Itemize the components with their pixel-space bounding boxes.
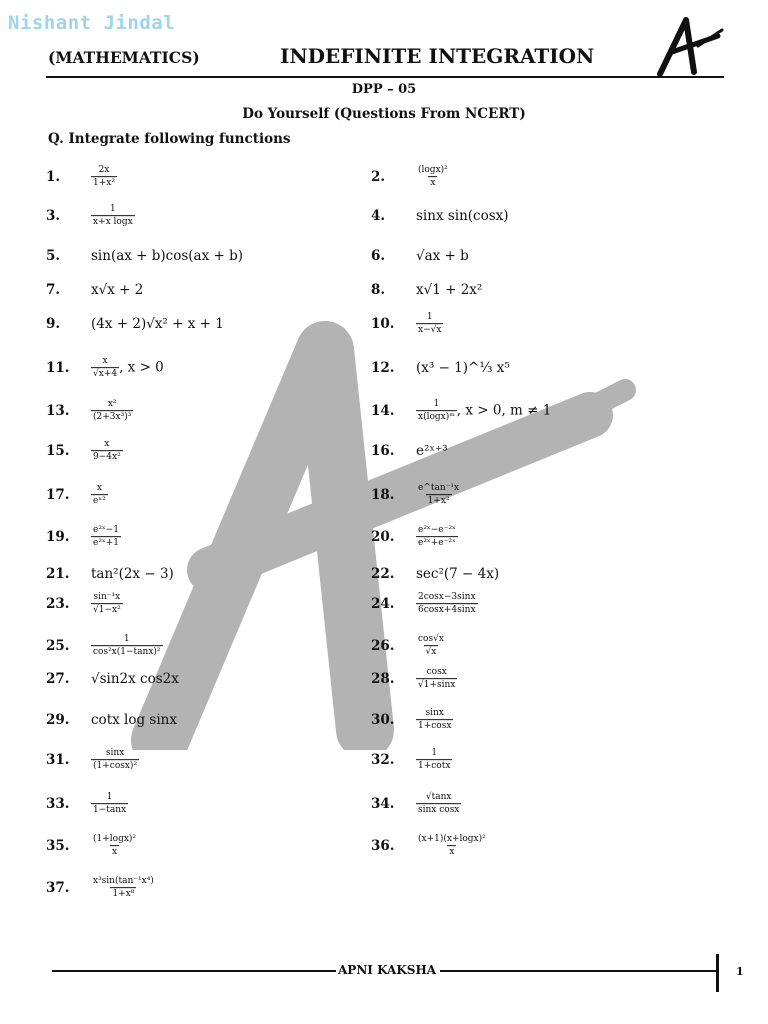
question-number: 3. xyxy=(46,208,61,224)
page-number: 1 xyxy=(736,965,744,978)
question-item xyxy=(46,525,121,549)
question-number: 24. xyxy=(371,596,395,612)
fraction xyxy=(416,399,457,423)
header-rule xyxy=(46,76,724,78)
question-expression: x√x + 2 xyxy=(91,282,144,298)
numerator: sin⁻¹x xyxy=(93,592,121,603)
question-number: 32. xyxy=(371,752,395,768)
question-expression xyxy=(91,792,128,816)
question-expression: sin(ax + b)cos(ax + b) xyxy=(91,248,244,264)
denominator: x(logx)ᵐ xyxy=(418,412,455,423)
question-expression xyxy=(416,312,443,336)
question-number: 5. xyxy=(46,248,61,264)
question-item xyxy=(46,316,224,332)
question-expression xyxy=(416,634,446,658)
question-expression xyxy=(91,634,163,658)
question-item xyxy=(46,834,138,858)
question-item xyxy=(371,165,450,189)
question-item xyxy=(46,282,143,298)
denominator: eˣ² xyxy=(93,496,106,507)
denominator: 1+x² xyxy=(93,178,115,189)
question-item xyxy=(46,671,179,687)
fraction xyxy=(416,483,461,507)
question-expression xyxy=(416,667,457,691)
question-number: 34. xyxy=(371,796,395,812)
fraction xyxy=(91,876,156,900)
question-item xyxy=(46,876,156,900)
question-item xyxy=(46,439,123,463)
question-expression xyxy=(91,525,121,549)
question-item xyxy=(371,834,488,858)
question-item xyxy=(371,566,499,582)
question-number: 27. xyxy=(46,671,70,687)
question-number: 18. xyxy=(371,487,395,503)
question-number: 37. xyxy=(46,880,70,896)
question-item xyxy=(46,165,117,189)
question-number: 36. xyxy=(371,838,395,854)
fraction xyxy=(91,525,121,549)
question-expression: √ax + b xyxy=(416,248,469,264)
question-expression: √sin2x cos2x xyxy=(91,671,179,687)
question-item xyxy=(46,566,174,582)
fraction xyxy=(416,312,443,336)
fraction xyxy=(416,667,457,691)
question-item xyxy=(46,748,139,772)
question-expression xyxy=(416,483,461,507)
question-expression: x√1 + 2x² xyxy=(416,282,483,298)
fraction xyxy=(416,792,461,816)
denominator: x+x logx xyxy=(93,217,133,228)
question-item xyxy=(46,356,164,380)
question-expression xyxy=(91,399,133,423)
subject-label: (MATHEMATICS) xyxy=(48,48,200,67)
fraction xyxy=(91,792,128,816)
question-item xyxy=(46,483,108,507)
question-item xyxy=(371,399,551,423)
question-item xyxy=(371,748,452,772)
question-expression xyxy=(416,748,452,772)
numerator: x xyxy=(104,439,110,450)
question-number: 25. xyxy=(46,638,70,654)
subheading: Do Yourself (Questions From NCERT) xyxy=(242,106,526,122)
question-expression xyxy=(416,834,488,858)
numerator: 1 xyxy=(431,748,438,759)
fraction xyxy=(91,204,135,228)
question-item xyxy=(371,443,448,459)
question-number: 9. xyxy=(46,316,61,332)
question-expression xyxy=(91,876,156,900)
question-item xyxy=(371,360,510,376)
question-expression xyxy=(91,439,123,463)
question-number: 35. xyxy=(46,838,70,854)
numerator: sinx xyxy=(425,708,444,719)
question-number: 20. xyxy=(371,529,395,545)
footer-rule-right xyxy=(440,970,718,972)
question-number: 23. xyxy=(46,596,70,612)
question-expression xyxy=(91,483,108,507)
fraction xyxy=(416,834,488,858)
question-expression: (4x + 2)√x² + x + 1 xyxy=(91,316,224,332)
question-item xyxy=(371,634,446,658)
question-number: 19. xyxy=(46,529,70,545)
question-item xyxy=(46,592,123,616)
question-item xyxy=(46,634,163,658)
fraction xyxy=(91,634,163,658)
brand-logo-icon xyxy=(652,16,724,78)
fraction xyxy=(91,165,117,189)
question-item xyxy=(46,792,128,816)
question-item xyxy=(371,282,482,298)
question-expression xyxy=(416,525,458,549)
question-expression xyxy=(91,834,138,858)
question-number: 21. xyxy=(46,566,70,582)
question-number: 13. xyxy=(46,403,70,419)
question-number: 2. xyxy=(371,169,386,185)
numerator: (logx)² xyxy=(418,165,448,176)
denominator: 1+cosx xyxy=(418,721,452,732)
numerator: x³sin(tan⁻¹x⁴) xyxy=(93,876,154,887)
question-expression xyxy=(91,356,164,380)
question-expression xyxy=(416,165,450,189)
question-number: 31. xyxy=(46,752,70,768)
fraction xyxy=(416,165,450,189)
numerator: e²ˣ−1 xyxy=(93,525,120,536)
denominator: √1+sinx xyxy=(418,680,456,691)
question-expression xyxy=(416,792,461,816)
fraction xyxy=(91,483,108,507)
numerator: √tanx xyxy=(425,792,452,803)
question-expression xyxy=(416,399,551,423)
question-number: 12. xyxy=(371,360,395,376)
question-number: 29. xyxy=(46,712,70,728)
fraction xyxy=(91,439,123,463)
question-expression xyxy=(91,748,139,772)
denominator: x−√x xyxy=(418,325,442,336)
footer-brand: APNI KAKSHA xyxy=(338,963,437,977)
denominator: 1+cotx xyxy=(418,761,451,772)
denominator: e²ˣ+1 xyxy=(93,538,120,549)
fraction xyxy=(91,356,119,380)
question-number: 16. xyxy=(371,443,395,459)
numerator: (x+1)(x+logx)² xyxy=(418,834,486,845)
denominator: e²ˣ+e⁻²ˣ xyxy=(418,538,456,549)
numerator: 2x xyxy=(98,165,110,176)
fraction xyxy=(416,708,453,732)
expression-condition: , x > 0 xyxy=(119,359,164,376)
question-number: 22. xyxy=(371,566,395,582)
numerator: sinx xyxy=(105,748,125,759)
question-item xyxy=(46,712,177,728)
denominator: 1+x⁸ xyxy=(112,889,135,900)
question-expression: sinx sin(cosx) xyxy=(416,208,509,224)
denominator: sinx cosx xyxy=(418,805,460,816)
numerator: x xyxy=(96,483,102,494)
question-expression: sec²(7 − 4x) xyxy=(416,566,500,582)
fraction xyxy=(416,525,458,549)
author-watermark: Nishant Jindal xyxy=(8,12,176,34)
denominator: (1+cosx)² xyxy=(93,761,138,772)
denominator: √x xyxy=(425,647,437,658)
numerator: cosx xyxy=(426,667,447,678)
denominator: x xyxy=(430,178,436,189)
footer-rule-left xyxy=(52,970,336,972)
numerator: 1 xyxy=(426,312,433,323)
numerator: 1 xyxy=(123,634,130,645)
denominator: cos²x(1−tanx)² xyxy=(93,647,161,658)
question-item xyxy=(46,248,243,264)
denominator: x xyxy=(449,847,455,858)
question-item xyxy=(371,483,461,507)
question-number: 4. xyxy=(371,208,386,224)
numerator: e^tan⁻¹x xyxy=(418,483,460,494)
question-expression: e²ˣ⁺³ xyxy=(416,443,448,459)
fraction xyxy=(416,592,478,616)
fraction xyxy=(91,399,133,423)
numerator: (1+logx)² xyxy=(93,834,137,845)
question-expression xyxy=(416,592,478,616)
question-item xyxy=(371,592,478,616)
question-item xyxy=(371,667,457,691)
question-number: 30. xyxy=(371,712,395,728)
question-item xyxy=(371,708,453,732)
question-number: 8. xyxy=(371,282,386,298)
question-item xyxy=(371,208,509,224)
question-expression: (x³ − 1)^⅓ x⁵ xyxy=(416,360,510,376)
question-expression xyxy=(91,592,123,616)
numerator: cos√x xyxy=(418,634,444,645)
fraction xyxy=(416,634,446,658)
instruction: Q. Integrate following functions xyxy=(48,131,291,147)
numerator: 1 xyxy=(433,399,440,410)
numerator: e²ˣ−e⁻²ˣ xyxy=(418,525,456,536)
denominator: √1−x² xyxy=(93,605,121,616)
numerator: 1 xyxy=(106,792,113,803)
denominator: 9−4x² xyxy=(93,452,121,463)
question-number: 17. xyxy=(46,487,70,503)
expression-condition: , x > 0, m ≠ 1 xyxy=(456,402,552,419)
numerator: x xyxy=(102,356,108,367)
question-expression xyxy=(91,204,135,228)
denominator: (2+3x³)³ xyxy=(93,412,132,423)
question-expression: cotx log sinx xyxy=(91,712,177,728)
fraction xyxy=(91,592,123,616)
question-number: 28. xyxy=(371,671,395,687)
question-number: 11. xyxy=(46,360,70,376)
denominator: 6cosx+4sinx xyxy=(418,605,476,616)
question-item xyxy=(46,399,133,423)
question-number: 6. xyxy=(371,248,386,264)
question-expression xyxy=(91,165,117,189)
question-item xyxy=(371,525,458,549)
dpp-label: DPP – 05 xyxy=(351,82,417,97)
denominator: √x+4 xyxy=(93,369,118,380)
question-item xyxy=(371,792,461,816)
question-number: 10. xyxy=(371,316,395,332)
question-number: 26. xyxy=(371,638,395,654)
denominator: x xyxy=(111,847,118,858)
question-number: 7. xyxy=(46,282,61,298)
fraction xyxy=(416,748,452,772)
numerator: x² xyxy=(107,399,117,410)
page-title: INDEFINITE INTEGRATION xyxy=(280,44,595,68)
question-number: 15. xyxy=(46,443,70,459)
denominator: 1+x² xyxy=(427,496,450,507)
question-number: 14. xyxy=(371,403,395,419)
question-item xyxy=(46,204,135,228)
fraction xyxy=(91,748,139,772)
question-item xyxy=(371,248,469,264)
question-expression xyxy=(416,708,453,732)
fraction xyxy=(91,834,138,858)
question-expression: tan²(2x − 3) xyxy=(91,566,174,582)
denominator: 1−tanx xyxy=(93,805,127,816)
numerator: 1 xyxy=(109,204,116,215)
numerator: 2cosx−3sinx xyxy=(418,592,476,603)
question-number: 1. xyxy=(46,169,61,185)
question-number: 33. xyxy=(46,796,70,812)
footer-bar xyxy=(716,954,719,992)
question-item xyxy=(371,312,443,336)
